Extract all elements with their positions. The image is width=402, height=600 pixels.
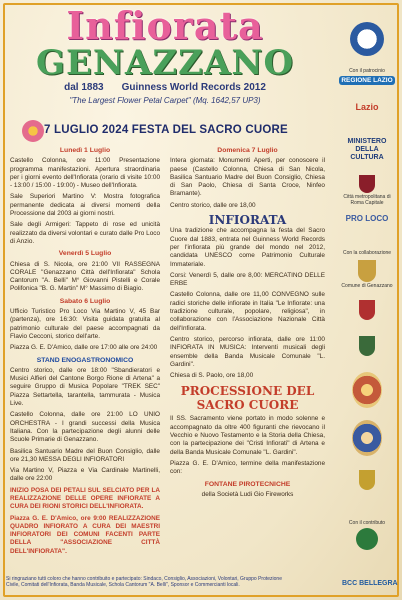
event-date-title: 7 LUGLIO 2024 FESTA DEL SACRO CUORE <box>44 124 288 136</box>
program-middle-column <box>170 143 325 502</box>
infiorata-heading: INFIORATA <box>208 213 287 228</box>
quadro-infiorato-text: Piazza G. E. D'Amico, ore 9:00 REALIZZAZIONE QUADRO INFIORATO A CURA DEI MAESTRI INFIORATORI DEI COMUNI FACENTI PARTE DELLA "ASSOCIAZIONE CITTÀ DELL'INFIORATA". <box>10 514 160 555</box>
piazza-text: Piazza G. E. D'Amico, termine della manifestazione con: <box>170 459 325 476</box>
inizio-posa-text: INIZIO POSA DEI PETALI SUL SELCIATO PER LA REALIZZAZIONE DELLE OPERE INFIORATE A CURA DEI RIONI STORICI DELL'INFIORATA. <box>10 486 160 511</box>
title-infiorata: Infiorata <box>66 3 264 48</box>
via-text: Via Martino V, Piazza e Via Cardinale Martinelli, dalle ore 22:00 <box>10 467 160 483</box>
day-heading-domenica: Domenica 7 Luglio <box>217 147 278 154</box>
domenica-text: Intera giornata: Monumenti Aperti, per conoscere il paese (Castello Colonna, Chiesa di San Nicola, Basilica Santuario Madre del Buon Consiglio, Chiesa di San Paolo, Chiesa di Santa Croce, Ninfeo Bramante). <box>170 157 325 198</box>
madonna-image <box>339 420 395 456</box>
sacred-heart-image <box>339 372 395 408</box>
day-heading-lunedi: Lunedì 1 Luglio <box>59 147 111 154</box>
lunedi-text-3: Sale degli Armigeri: Tappeto di rose ed unicità realizzato da diversi volontari e curato dalle Pro Loco di Anzio. <box>10 221 160 245</box>
fuochi-heading: FONTANE PIROTECNICHE <box>204 480 291 488</box>
musica-text: Centro storico, percorso infiorata, dalle ore 11:00 INFIORATA IN MUSICA: Interventi musicali degli ensemble della Banda Musicale Comunale "L. Gardini". <box>170 335 325 368</box>
stand-text: Centro storico, dalle ore 18:00 "Sbandieratori e Musici Alfieri del Cantone Borgo Rione di Artena" a seguire Gruppo di Musica Popolare "TREK SEC" Piazza Settartella, tarantella, tammurata - Musica Live. <box>10 366 160 408</box>
stand-heading: STAND ENOGASTRONOMICO <box>36 356 134 364</box>
day-heading-venerdi: Venerdì 5 Luglio <box>58 250 112 258</box>
fondazione-logo <box>339 528 395 550</box>
comune-label: Comune di Genazzano <box>341 283 393 289</box>
program-left-column <box>10 143 160 559</box>
ministero-logo: MINISTERO DELLA CULTURA <box>347 138 387 161</box>
lazio-logo: Lazio <box>355 102 379 112</box>
crest-logo-2 <box>339 336 395 356</box>
patrocinio-label: Con il patrocinio <box>349 68 385 74</box>
footer-credits: Si ringraziano tutti coloro che hanno contribuito e partecipato: Sindaco, Consiglio, Associazioni, Volontari, Gruppo Protezione Civile, Comitati dell'Infiorata, Banda Musicale, Schola Cantorum "A. Belli", Sponsor e Commercianti locali. <box>6 576 282 589</box>
sabato-text: Ufficio Turistico Pro Loco Via Martino V, 45 Bar (partenza), ore 16:30: Visita guidata gratuita al patrimonio culturale del paese accompagnati da Flavio Cecconi, storico dell'arte. <box>10 308 160 340</box>
contributo-label: Con il contributo <box>348 520 386 526</box>
crest-logo-3 <box>339 470 395 490</box>
sabato-text-2: Piazza G. E. D'Amico, dalle ore 17:00 alle ore 24:00 <box>10 344 158 352</box>
flower-icon <box>22 120 44 142</box>
citta-label: Città metropolitana di Roma Capitale <box>343 194 391 206</box>
header-subrow <box>0 82 330 93</box>
sponsor-logo-strip <box>331 0 401 600</box>
poster-header <box>0 3 330 105</box>
corsi-text: Corsi: Venerdì 5, dalle ore 8,00: MERCATINO DELLE ERBE <box>170 271 325 288</box>
day-heading-sabato: Sabato 6 Luglio <box>59 297 111 305</box>
record-label: Guinness World Records 2012 <box>121 82 266 93</box>
infiorata-text: Una tradizione che accompagna la festa del Sacro Cuore dal 1883, entrata nel Guinness World Records per l'infiorata più grande del mondo nel 2012, candidata UNESCO come Patrimonio Culturale Immateriale. <box>170 227 325 268</box>
basilica-text: Basilica Santuario Madre del Buon Consiglio, dalle ore 21,30 MESSA DEGLI INFIORATORI <box>10 447 160 463</box>
processione-heading: PROCESSIONE DEL SACRO CUORE <box>180 384 315 413</box>
lunedi-text-2: Sale Superiori Martino V: Mostra fotografica permanente dedicata ai diversi momenti della Processione dal 2003 ai giorni nostri. <box>10 193 160 218</box>
since-label: dal 1883 <box>64 82 104 93</box>
orchestra-text: Castello Colonna, dalle ore 21:00 LO UNIO ORCHESTRA - I grandi successi della Musica Italiana. Con la partecipazione degli alunni delle Scuole Primarie di Genazzano. <box>10 411 160 444</box>
processione-text: Il SS. Sacramento viene portato in modo solenne e accompagnato da oltre 400 figuranti che rievocano il Vecchio e Nuovo Testamento e la Storia della Chiesa, con la partecipazione dei "Cristi Infiorati" di Artena e della Banda Musicale Comunale "L. Gardini". <box>170 415 325 456</box>
comune-logo <box>339 260 395 289</box>
convegno-text: Castello Colonna, dalle ore 11,00 CONVEGNO sulle radici storiche delle infiorate in Italia "Le Infiorate: una tradizione culturale, popolare, religiosa", in collaborazione con l'Associazione Nazionale Città dell'Infiorata. <box>170 291 325 332</box>
regione-label: REGIONE LAZIO <box>339 76 395 85</box>
fuochi-text: della Società Ludi Gio Fireworks <box>201 490 294 498</box>
crest-logo-1 <box>339 300 395 320</box>
citta-metropolitana-logo <box>339 175 395 206</box>
regione-lazio-logo <box>339 76 395 85</box>
venerdi-text: Chiesa di S. Nicola, ore 21:00 VII RASSEGNA CORALE "Genazzano Città dell'Infiorata" Schola Cantorum "A. Belli" M° Giovanni Pistelli e Corale Polifonica "B. G. Martin" M° Massimo di Biagio. <box>10 260 160 293</box>
collaborazione-label: Con la collaborazione <box>342 250 392 256</box>
association-logo <box>339 22 395 56</box>
chiesa-text: Chiesa di S. Paolo, ore 18,00 <box>170 372 254 380</box>
tagline: "The Largest Flower Petal Carpet" (Mq. 1642,57 UP3) <box>69 96 261 105</box>
proloco-logo: PRO LOCO <box>345 214 389 223</box>
bcc-bellegra-logo: BCC BELLEGRA <box>342 580 398 587</box>
domenica-text-2: Centro storico, dalle ore 18,00 <box>170 201 256 209</box>
title-genazzano: GENAZZANO <box>35 43 295 83</box>
lunedi-text: Castello Colonna, ore 11:00 Presentazione programma manifestazioni. Apertura straordinaria per i giorni evento dell'Infiorata (orario di visite 10:00 - 13:00 / 15:00 - 19:00) - Museo dell'Infiorata. <box>10 157 160 190</box>
